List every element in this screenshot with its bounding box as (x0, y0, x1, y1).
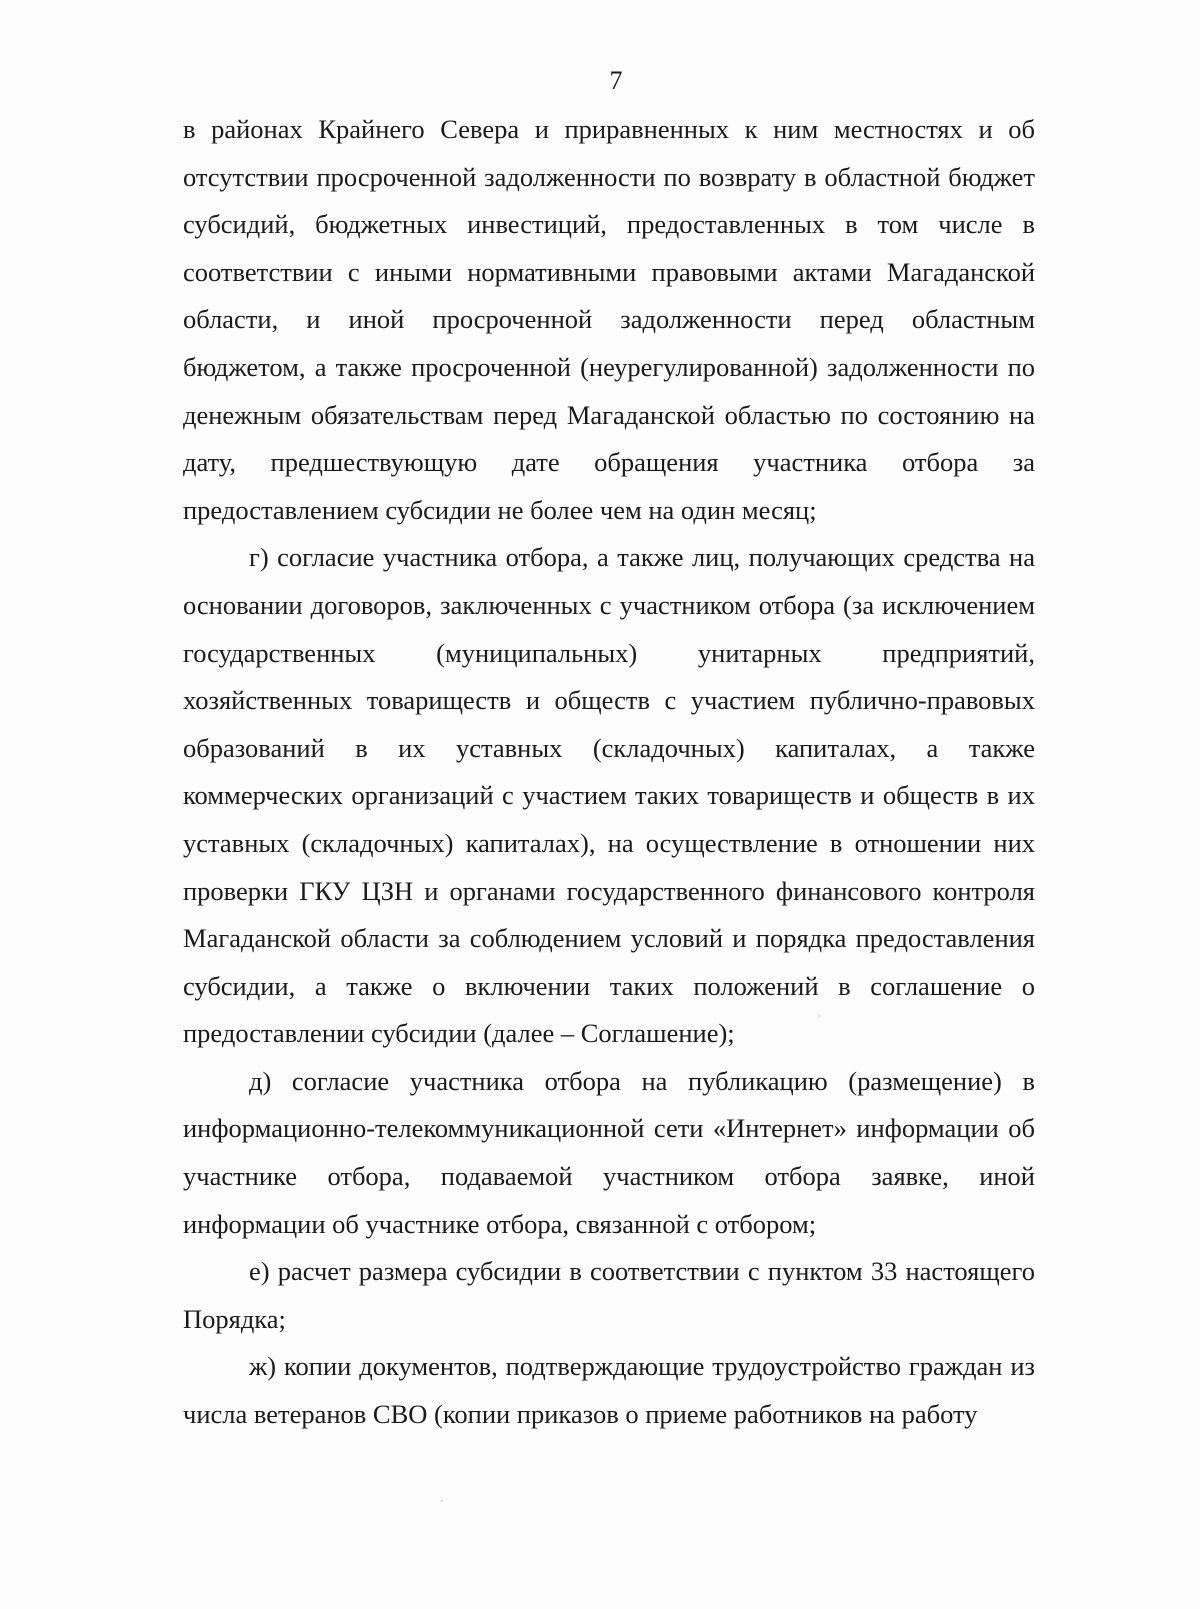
paragraph-item-e: е) расчет размера субсидии в соответствии с пунктом 33 настоящего Порядка; (183, 1256, 1035, 1334)
scan-artifact (818, 1015, 820, 1017)
scan-artifact (441, 1500, 443, 1502)
paragraph-continuation: в районах Крайнего Севера и приравненных к ним местностях и об отсутствии просроченной задолженности по возврату в областной бюджет субсидий, бюджетных инвестиций, предоставленных в том числе в соответствии с иными нормативными правовыми актами Магаданской области, и иной просроченной задолженности перед областным бюджетом, а также просроченной (неурегулированной) задолженности по денежным обязательствам перед Магаданской областью по состоянию на дату, предшествующую дате обращения участника отбора за предоставлением субсидии не более чем на один месяц; (183, 114, 1035, 525)
paragraph-item-zh: ж) копии документов, подтверждающие трудоустройство граждан из числа ветеранов СВО (копии приказов о приеме работников на работу (183, 1351, 1035, 1430)
paragraph-item-d: д) согласие участника отбора на публикацию (размещение) в информационно-телекоммуникационной сети «Интернет» информации об участнике отбора, подаваемой участником отбора заявке, иной информации об участнике отбора, связанной с отбором; (183, 1065, 1035, 1239)
document-body (183, 106, 1035, 1439)
page-number: 7 (609, 66, 623, 95)
paragraph-item-g: г) согласие участника отбора, а также лиц, получающих средства на основании договоров, заключенных с участником отбора (за исключением государственных (муниципальных) унитарных предприятий, хозяйственных товариществ и обществ с участием публично-правовых образований в их уставных (складочных) капиталах, а также коммерческих организаций с участием таких товариществ и обществ в их уставных (складочных) капиталах), на осуществление в отношении них проверки ГКУ ЦЗН и органами государственного финансового контроля Магаданской области за соблюдением условий и порядка предоставления субсидии, а также о включении таких положений в соглашение о предоставлении субсидии (далее – Соглашение); (183, 542, 1035, 1049)
